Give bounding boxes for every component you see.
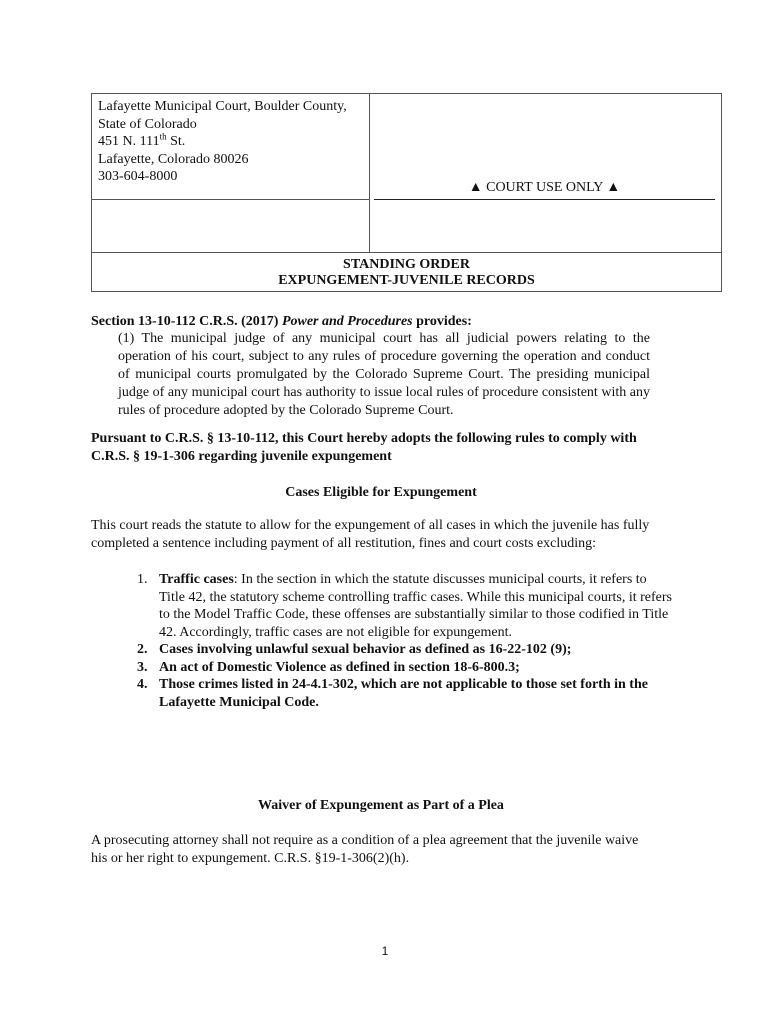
list-item-bold: Cases involving unlawful sexual behavior as defined as 16-22-102 (9); [159,642,572,657]
court-street-suffix: St. [166,134,186,149]
list-item [125,676,675,711]
court-street-line [98,133,363,151]
court-name-line2: State of Colorado [98,116,197,132]
case-caption-table [91,93,722,292]
list-item-text: : In the section in which the statute discusses municipal courts, it refers to Title 42, the statutory scheme controlling traffic cases. While this municipal courts, it refers to the Model Traffic Code, these offenses are substantially similar to those codified in Title 42. Accordingly, traffic cases are not eligible for expungement. [159,572,672,640]
order-title-line1: STANDING ORDER [343,257,470,272]
eligible-intro: This court reads the statute to allow for the expungement of all cases in which the juvenile has fully completed a sentence including payment of all restitution, fines and court costs excluding: [91,518,650,551]
party-cell [92,200,370,252]
section-heading-italic: Power and Procedures [281,314,413,329]
section-heading-suffix: provides: [412,314,472,329]
list-item-number: 4. [137,677,148,692]
page-number: 1 [381,944,389,958]
court-name-line1: Lafayette Municipal Court, Boulder County, [98,99,347,114]
section-heading [91,313,731,331]
eligible-heading: Cases Eligible for Expungement [285,485,477,500]
list-item-number: 3. [137,659,148,675]
court-use-cell [370,94,721,252]
section-heading-prefix: Section 13-10-112 C.R.S. (2017) [91,314,282,329]
court-use-only-label: ▲ COURT USE ONLY ▲ [374,180,715,200]
section-quote: (1) The municipal judge of any municipal court has all judicial powers relating to the operation of his court, subject to any rules of procedure governing the operation and conduct of municipal courts promulgated by the Colorado Supreme Court. The presiding municipal judge of any municipal court has authority to issue local rules of procedure consistent with any rules of procedure adopted by the Colorado Supreme Court. [118,331,650,418]
court-city-line: Lafayette, Colorado 80026 [98,151,249,167]
list-item-number: 2. [137,642,148,657]
court-street-ordinal: th [159,131,167,142]
list-item-bold: An act of Domestic Violence as defined in section 18-6-800.3; [159,659,520,675]
list-item [125,571,675,641]
order-title-cell [92,252,721,291]
waiver-heading: Waiver of Expungement as Part of a Plea [258,798,504,813]
pursuant-paragraph: Pursuant to C.R.S. § 13-10-112, this Court hereby adopts the following rules to comply with C.R.S. § 19-1-306 regarding juvenile expungement [91,431,637,464]
court-phone-line: 303-604-8000 [98,169,178,184]
list-item-bold: Those crimes listed in 24-4.1-302, which are not applicable to those set forth in the Lafayette Municipal Code. [159,677,648,710]
excluded-cases-list [125,571,675,711]
court-street-number: 451 N. 111 [98,134,160,149]
court-address-cell [92,94,370,200]
list-item-number: 1. [137,572,148,587]
order-title-line2: EXPUNGEMENT-JUVENILE RECORDS [278,273,535,288]
list-item [125,641,675,659]
waiver-paragraph: A prosecuting attorney shall not require as a condition of a plea agreement that the juvenile waive his or her right to expungement. C.R.S. §19-1-306(2)(h). [91,833,639,866]
list-item-bold: Traffic cases [159,572,234,587]
list-item [125,659,675,677]
